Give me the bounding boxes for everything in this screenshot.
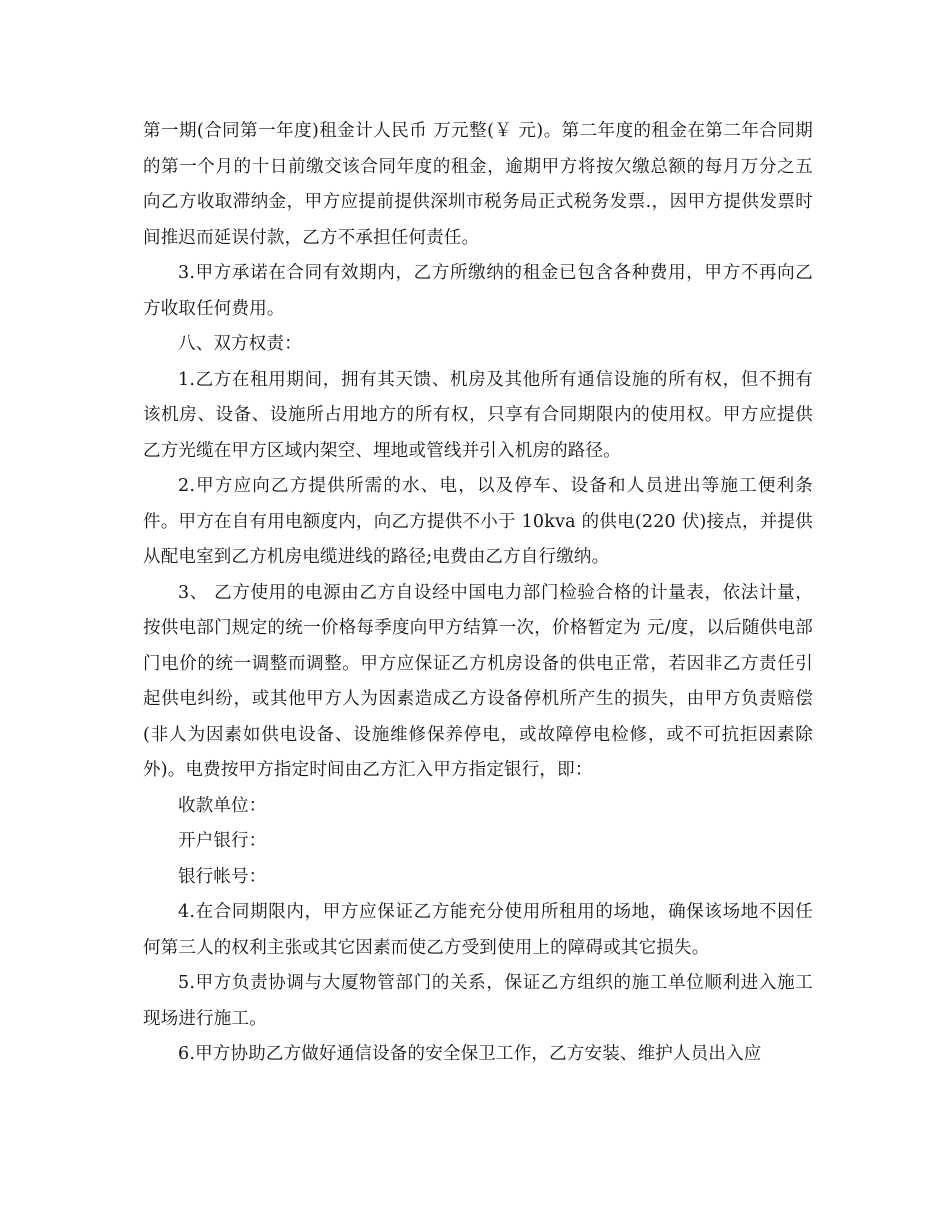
field-bank: 开户银行： xyxy=(178,831,267,851)
clause-7-3: 3.甲方承诺在合同有效期内，乙方所缴纳的租金已包含各种费用，甲方不再向乙方收取任何费用。 xyxy=(143,263,813,319)
clause-8-6: 6.甲方协助乙方做好通信设备的安全保卫工作，乙方安装、维护人员出入应 xyxy=(178,1044,762,1064)
field-account: 银行帐号： xyxy=(178,866,267,887)
paragraph-rent-first-period: 第一期(合同第一年度)租金计人民币 万元整(￥ 元)。第二年度的租金在第二年合同期的第一个月的十日前缴交该合同年度的租金，逾期甲方将按欠缴总额的每月万分之五向乙方收取滞纳金，甲方应提前提供深圳市税务局正式税务发票.，因甲方提供发票时间推迟而延误付款，乙方不承担任何责任。 xyxy=(143,121,813,248)
clause-8-2: 2.甲方应向乙方提供所需的水、电，以及停车、设备和人员进出等施工便利条件。甲方在自有用电额度内，向乙方提供不小于 10kva 的供电(220 伏)接点，并提供从配电室到乙方机房电缆进线的路径;电费由乙方自行缴纳。 xyxy=(143,476,813,567)
field-payee: 收款单位： xyxy=(178,795,267,816)
clause-8-4: 4.在合同期限内，甲方应保证乙方能充分使用所租用的场地，确保该场地不因任何第三人的权利主张或其它因素而使乙方受到使用上的障碍或其它损失。 xyxy=(143,902,813,958)
clause-8-1: 1.乙方在租用期间，拥有其天馈、机房及其他所有通信设施的所有权，但不拥有该机房、设备、设施所占用地方的所有权，只享有合同期限内的使用权。甲方应提供乙方光缆在甲方区域内架空、埋地或管线并引入机房的路径。 xyxy=(143,369,813,461)
document-body xyxy=(143,114,813,1073)
section-heading-rights: 八、双方权责： xyxy=(178,334,302,354)
clause-8-5: 5.甲方负责协调与大厦物管部门的关系，保证乙方组织的施工单位顺利进入施工现场进行施工。 xyxy=(143,973,813,1029)
clause-8-3: 3、 乙方使用的电源由乙方自设经中国电力部门检验合格的计量表，依法计量，按供电部门规定的统一价格每季度向甲方结算一次，价格暂定为 元/度，以后随供电部门电价的统一调整而调整。甲方应保证乙方机房设备的供电正常，若因非乙方责任引起供电纠纷，或其他甲方人为因素造成乙方设备停机所产生的损失，由甲方负责赔偿(非人为因素如供电设备、设施维修保养停电，或故障停电检修，或不可抗拒因素除外)。电费按甲方指定时间由乙方汇入甲方指定银行，即： xyxy=(143,582,813,780)
